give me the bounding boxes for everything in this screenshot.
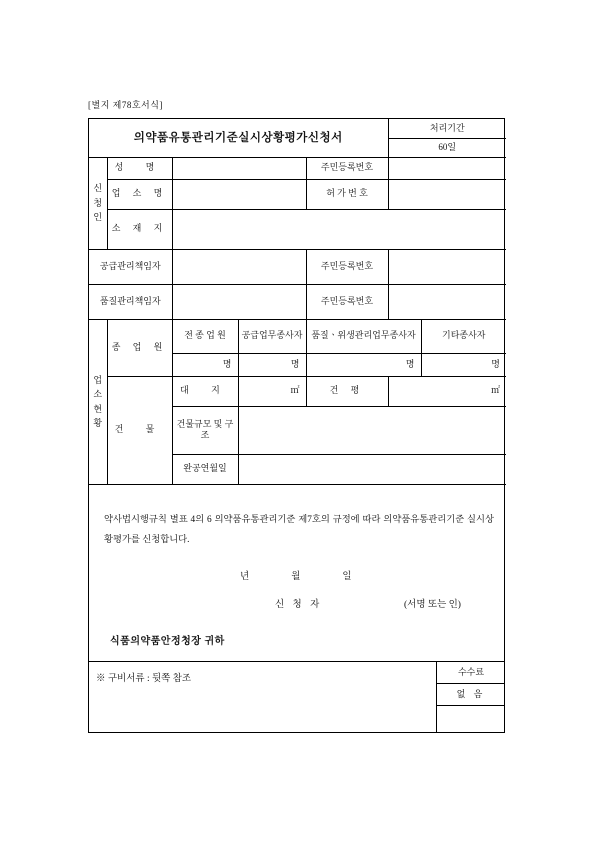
license-number-field[interactable]: [388, 179, 506, 209]
declaration-text: 약사법시행규칙 별표 4의 6 의약품유통관리기준 제7호의 규정에 따라 의약품유통관리기준 실시상황평가를 신청합니다.: [104, 515, 494, 545]
supply-manager-rrn-label: 주민등록번호: [306, 249, 388, 284]
applicant-signature-label: 신 청 자: [275, 600, 323, 610]
employees-label: 종 업 원: [107, 319, 172, 376]
building-structure-label: 건물규모 및 구조: [172, 406, 238, 454]
other-workers-count[interactable]: 명: [421, 353, 506, 376]
fee-value: 없 음: [437, 683, 505, 706]
fee-box: [436, 662, 505, 733]
processing-period-label: 처리기간: [388, 119, 506, 138]
total-employees-count[interactable]: 명: [172, 353, 238, 376]
month-label: 월: [291, 572, 301, 582]
land-area-field[interactable]: ㎡: [238, 376, 306, 406]
other-workers-label: 기타종사자: [421, 319, 506, 353]
supply-manager-label: 공급관리책임자: [89, 249, 172, 284]
floor-area-field[interactable]: ㎡: [388, 376, 506, 406]
business-name-field[interactable]: [172, 179, 306, 209]
day-label: 일: [342, 572, 352, 582]
rrn-field[interactable]: [388, 157, 506, 179]
license-number-label: 허 가 번 호: [306, 179, 388, 209]
completion-date-field[interactable]: [238, 454, 506, 484]
quality-manager-rrn-field[interactable]: [388, 284, 506, 319]
supply-workers-label: 공급업무종사자: [238, 319, 306, 353]
name-label: 성 명: [107, 157, 172, 179]
quality-manager-field[interactable]: [172, 284, 306, 319]
land-label: 대 지: [172, 376, 238, 406]
addressee: 식품의약품안정청장 귀하: [110, 636, 225, 647]
supply-workers-count[interactable]: 명: [238, 353, 306, 376]
business-status-section-label: 업 소 현 황: [89, 319, 107, 484]
total-employees-label: 전 종 업 원: [172, 319, 238, 353]
supply-manager-rrn-field[interactable]: [388, 249, 506, 284]
required-documents-note: ※ 구비서류 : 뒷쪽 참조: [96, 674, 192, 684]
floor-area-label: 건 평: [306, 376, 388, 406]
applicant-section-label: 신 청 인: [89, 157, 107, 249]
processing-period-value: 60일: [388, 138, 506, 157]
rrn-label: 주민등록번호: [306, 157, 388, 179]
building-label: 건 물: [107, 376, 172, 484]
quality-workers-count[interactable]: 명: [306, 353, 421, 376]
building-structure-field[interactable]: [238, 406, 506, 454]
signature-note: (서명 또는 인): [404, 600, 461, 610]
date-row: [240, 568, 394, 582]
location-label: 소 재 지: [107, 209, 172, 249]
name-field[interactable]: [172, 157, 306, 179]
business-name-label: 업 소 명: [107, 179, 172, 209]
fee-label: 수수료: [437, 662, 505, 684]
year-label: 년: [240, 572, 250, 582]
location-field[interactable]: [172, 209, 506, 249]
completion-date-label: 완공연월일: [172, 454, 238, 484]
form-title: 의약품유통관리기준실시상황평가신청서: [89, 119, 388, 157]
quality-workers-label: 품질ㆍ위생관리업무종사자: [306, 319, 421, 353]
quality-manager-label: 품질관리책임자: [89, 284, 172, 319]
supply-manager-field[interactable]: [172, 249, 306, 284]
form-number: [별지 제78호서식]: [88, 100, 163, 110]
form-table: [89, 119, 506, 485]
quality-manager-rrn-label: 주민등록번호: [306, 284, 388, 319]
